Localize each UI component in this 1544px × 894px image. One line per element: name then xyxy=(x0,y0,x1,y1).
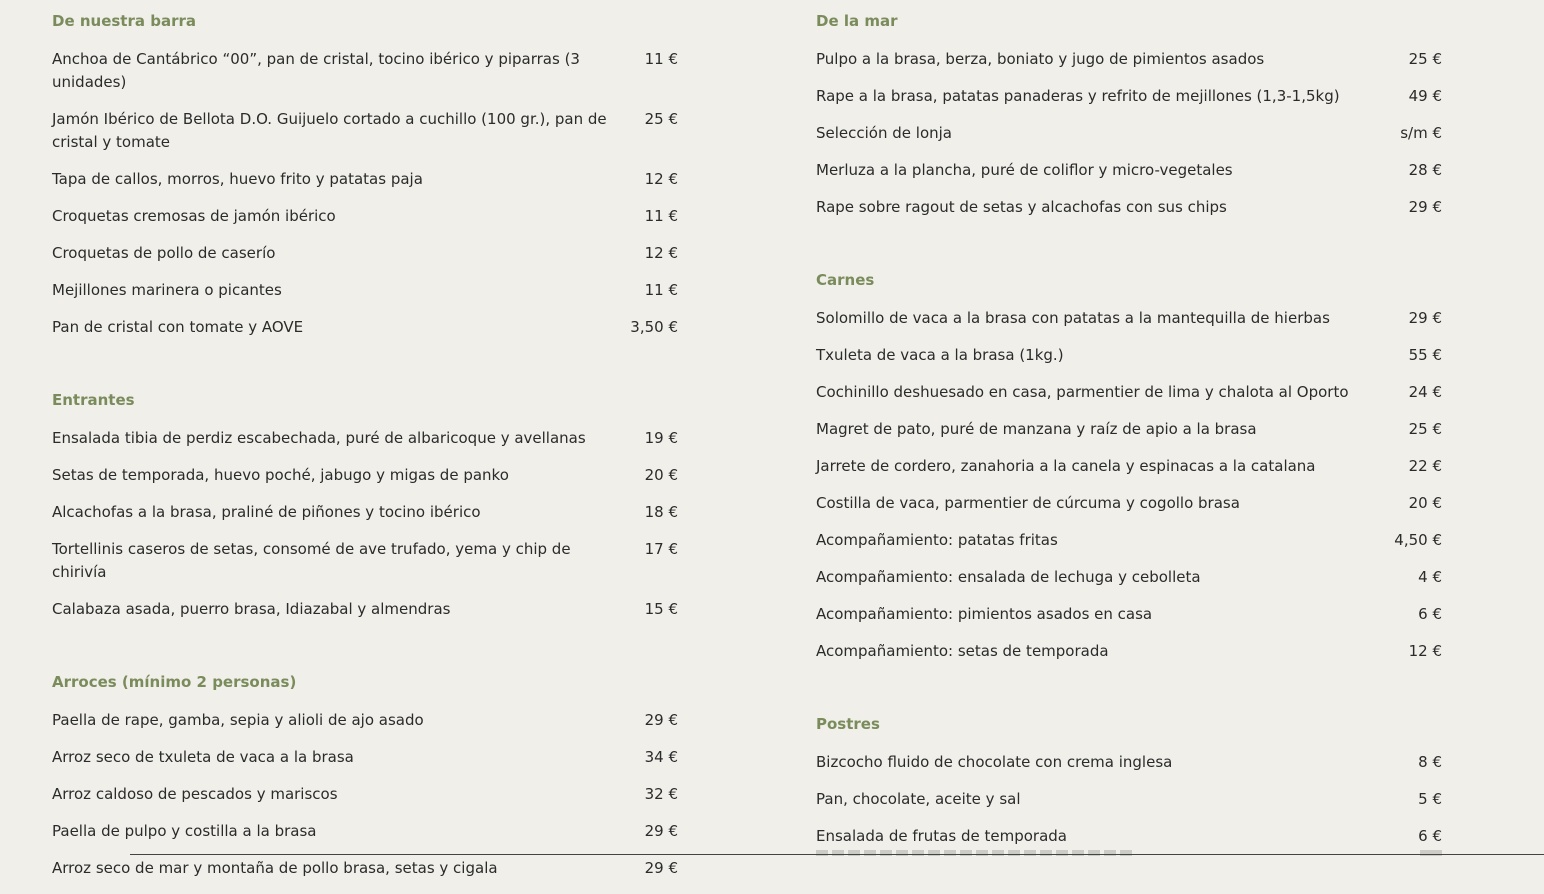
divider xyxy=(130,854,1544,855)
menu-item xyxy=(816,751,1442,774)
menu-item-name: Acompañamiento: setas de temporada xyxy=(816,642,1109,660)
menu-item-price: 29 € xyxy=(644,711,678,729)
menu-item xyxy=(52,820,678,843)
menu-item-name: Pan, chocolate, aceite y sal xyxy=(816,790,1021,808)
section-spacer xyxy=(52,635,678,661)
menu-item-price: 20 € xyxy=(644,466,678,484)
menu-item-price: 19 € xyxy=(644,429,678,447)
menu-section xyxy=(52,672,678,880)
menu-item-name: Pulpo a la brasa, berza, boniato y jugo de pimientos asados xyxy=(816,50,1265,68)
menu-item-name: Anchoa de Cantábrico “00”, pan de cristal, tocino ibérico y piparras (3 unidades) xyxy=(52,50,580,91)
menu-column-left xyxy=(52,0,678,894)
menu-item xyxy=(816,455,1442,478)
menu-item xyxy=(816,307,1442,330)
menu-item-name: Rape a la brasa, patatas panaderas y refrito de mejillones (1,3-1,5kg) xyxy=(816,87,1340,105)
menu-section xyxy=(816,714,1442,848)
menu-item xyxy=(52,205,678,228)
menu-item xyxy=(816,603,1442,626)
menu-column-right xyxy=(816,0,1442,862)
menu-item-name: Bizcocho fluido de chocolate con crema inglesa xyxy=(816,753,1173,771)
menu-item-name: Tortellinis caseros de setas, consomé de ave trufado, yema y chip de chirivía xyxy=(52,540,571,581)
menu-item xyxy=(816,196,1442,219)
menu-item xyxy=(816,788,1442,811)
section-title: De nuestra barra xyxy=(52,12,196,30)
menu-item xyxy=(52,427,678,450)
menu-item xyxy=(52,108,678,154)
section-spacer xyxy=(52,353,678,379)
menu-item-price: 32 € xyxy=(644,785,678,803)
menu-item xyxy=(816,825,1442,848)
menu-item-name: Selección de lonja xyxy=(816,124,952,142)
menu-item xyxy=(52,242,678,265)
menu-item-price: 8 € xyxy=(1418,753,1442,771)
menu-item-price: 29 € xyxy=(644,859,678,877)
menu-item-price: 29 € xyxy=(1408,309,1442,327)
menu-item-name: Acompañamiento: patatas fritas xyxy=(816,531,1058,549)
section-title: Entrantes xyxy=(52,391,135,409)
menu-item xyxy=(52,857,678,880)
menu-item xyxy=(816,85,1442,108)
menu-item-name: Pan de cristal con tomate y AOVE xyxy=(52,318,304,336)
menu-item-price: 29 € xyxy=(1408,198,1442,216)
menu-item-price: 15 € xyxy=(644,600,678,618)
menu-item xyxy=(52,709,678,732)
partial-item-price xyxy=(1420,850,1442,856)
menu-item-name: Ensalada tibia de perdiz escabechada, puré de albaricoque y avellanas xyxy=(52,429,586,447)
menu-item-price: 11 € xyxy=(644,207,678,225)
menu-item xyxy=(52,746,678,769)
menu-item-name: Merluza a la plancha, puré de coliflor y micro-vegetales xyxy=(816,161,1233,179)
menu-item xyxy=(52,168,678,191)
menu-item xyxy=(52,316,678,339)
menu-item-price: 6 € xyxy=(1418,827,1442,845)
menu-section xyxy=(52,390,678,621)
section-title: Arroces (mínimo 2 personas) xyxy=(52,673,297,691)
menu-section xyxy=(816,11,1442,219)
menu-item-name: Txuleta de vaca a la brasa (1kg.) xyxy=(816,346,1064,364)
menu-item xyxy=(816,344,1442,367)
menu-item-name: Setas de temporada, huevo poché, jabugo y migas de panko xyxy=(52,466,509,484)
menu-item-price: 3,50 € xyxy=(630,318,678,336)
menu-item xyxy=(52,279,678,302)
menu-item-price: 24 € xyxy=(1408,383,1442,401)
menu-item-price: 55 € xyxy=(1408,346,1442,364)
menu-item xyxy=(816,529,1442,552)
menu-item xyxy=(816,566,1442,589)
menu-item-name: Ensalada de frutas de temporada xyxy=(816,827,1067,845)
menu-item-price: 20 € xyxy=(1408,494,1442,512)
menu-item-price: 17 € xyxy=(644,540,678,558)
menu-item-price: 22 € xyxy=(1408,457,1442,475)
menu-item-price: 29 € xyxy=(644,822,678,840)
menu-item-price: 12 € xyxy=(1408,642,1442,660)
menu-item-name: Cochinillo deshuesado en casa, parmentier de lima y chalota al Oporto xyxy=(816,383,1349,401)
menu-item-name: Jamón Ibérico de Bellota D.O. Guijuelo cortado a cuchillo (100 gr.), pan de cristal y tomate xyxy=(52,110,607,151)
menu-item-name: Acompañamiento: ensalada de lechuga y cebolleta xyxy=(816,568,1201,586)
menu-item-name: Rape sobre ragout de setas y alcachofas con sus chips xyxy=(816,198,1227,216)
menu-item-price: 6 € xyxy=(1418,605,1442,623)
menu-item-name: Alcachofas a la brasa, praliné de piñones y tocino ibérico xyxy=(52,503,481,521)
section-spacer xyxy=(816,233,1442,259)
menu-item-name: Acompañamiento: pimientos asados en casa xyxy=(816,605,1153,623)
menu-item xyxy=(816,492,1442,515)
menu-section xyxy=(816,270,1442,663)
menu-item-name: Tapa de callos, morros, huevo frito y patatas paja xyxy=(52,170,423,188)
menu-item xyxy=(816,640,1442,663)
menu-item-price: 28 € xyxy=(1408,161,1442,179)
menu-item-price: 25 € xyxy=(644,110,678,128)
menu-item xyxy=(816,48,1442,71)
menu-item xyxy=(52,783,678,806)
menu-item xyxy=(816,381,1442,404)
menu-section xyxy=(52,11,678,339)
menu-item-price: 5 € xyxy=(1418,790,1442,808)
partial-item-name xyxy=(816,850,1136,856)
menu-item-price: 34 € xyxy=(644,748,678,766)
menu-item xyxy=(52,464,678,487)
menu-item-price: 11 € xyxy=(644,281,678,299)
menu-item-name: Paella de pulpo y costilla a la brasa xyxy=(52,822,317,840)
menu-item xyxy=(816,122,1442,145)
section-title: Carnes xyxy=(816,271,875,289)
menu-item xyxy=(816,418,1442,441)
menu-item-name: Jarrete de cordero, zanahoria a la canela y espinacas a la catalana xyxy=(816,457,1316,475)
menu-item-name: Calabaza asada, puerro brasa, Idiazabal y almendras xyxy=(52,600,451,618)
section-title: Postres xyxy=(816,715,880,733)
menu-item-price: 4 € xyxy=(1418,568,1442,586)
menu-item-price: 25 € xyxy=(1408,420,1442,438)
menu-item-name: Arroz caldoso de pescados y mariscos xyxy=(52,785,338,803)
menu-item-name: Arroz seco de mar y montaña de pollo brasa, setas y cigala xyxy=(52,859,498,877)
menu-item xyxy=(52,48,678,94)
menu-item-name: Solomillo de vaca a la brasa con patatas a la mantequilla de hierbas xyxy=(816,309,1330,327)
menu-item xyxy=(816,159,1442,182)
menu-item-name: Croquetas cremosas de jamón ibérico xyxy=(52,207,336,225)
menu-item-price: 25 € xyxy=(1408,50,1442,68)
menu-item-price: 49 € xyxy=(1408,87,1442,105)
section-spacer xyxy=(816,677,1442,703)
menu-item xyxy=(52,501,678,524)
menu-item xyxy=(52,598,678,621)
menu-item-name: Paella de rape, gamba, sepia y alioli de ajo asado xyxy=(52,711,424,729)
menu-item-price: 12 € xyxy=(644,170,678,188)
menu-item-price: s/m € xyxy=(1400,124,1442,142)
menu-item-price: 12 € xyxy=(644,244,678,262)
menu-item-price: 4,50 € xyxy=(1394,531,1442,549)
section-title: De la mar xyxy=(816,12,898,30)
menu-item-name: Mejillones marinera o picantes xyxy=(52,281,282,299)
menu-item-name: Croquetas de pollo de caserío xyxy=(52,244,276,262)
menu-item xyxy=(52,538,678,584)
menu-item-price: 18 € xyxy=(644,503,678,521)
menu-item-name: Costilla de vaca, parmentier de cúrcuma y cogollo brasa xyxy=(816,494,1240,512)
menu-item-price: 11 € xyxy=(644,50,678,68)
menu-item-name: Magret de pato, puré de manzana y raíz de apio a la brasa xyxy=(816,420,1257,438)
menu-item-name: Arroz seco de txuleta de vaca a la brasa xyxy=(52,748,354,766)
